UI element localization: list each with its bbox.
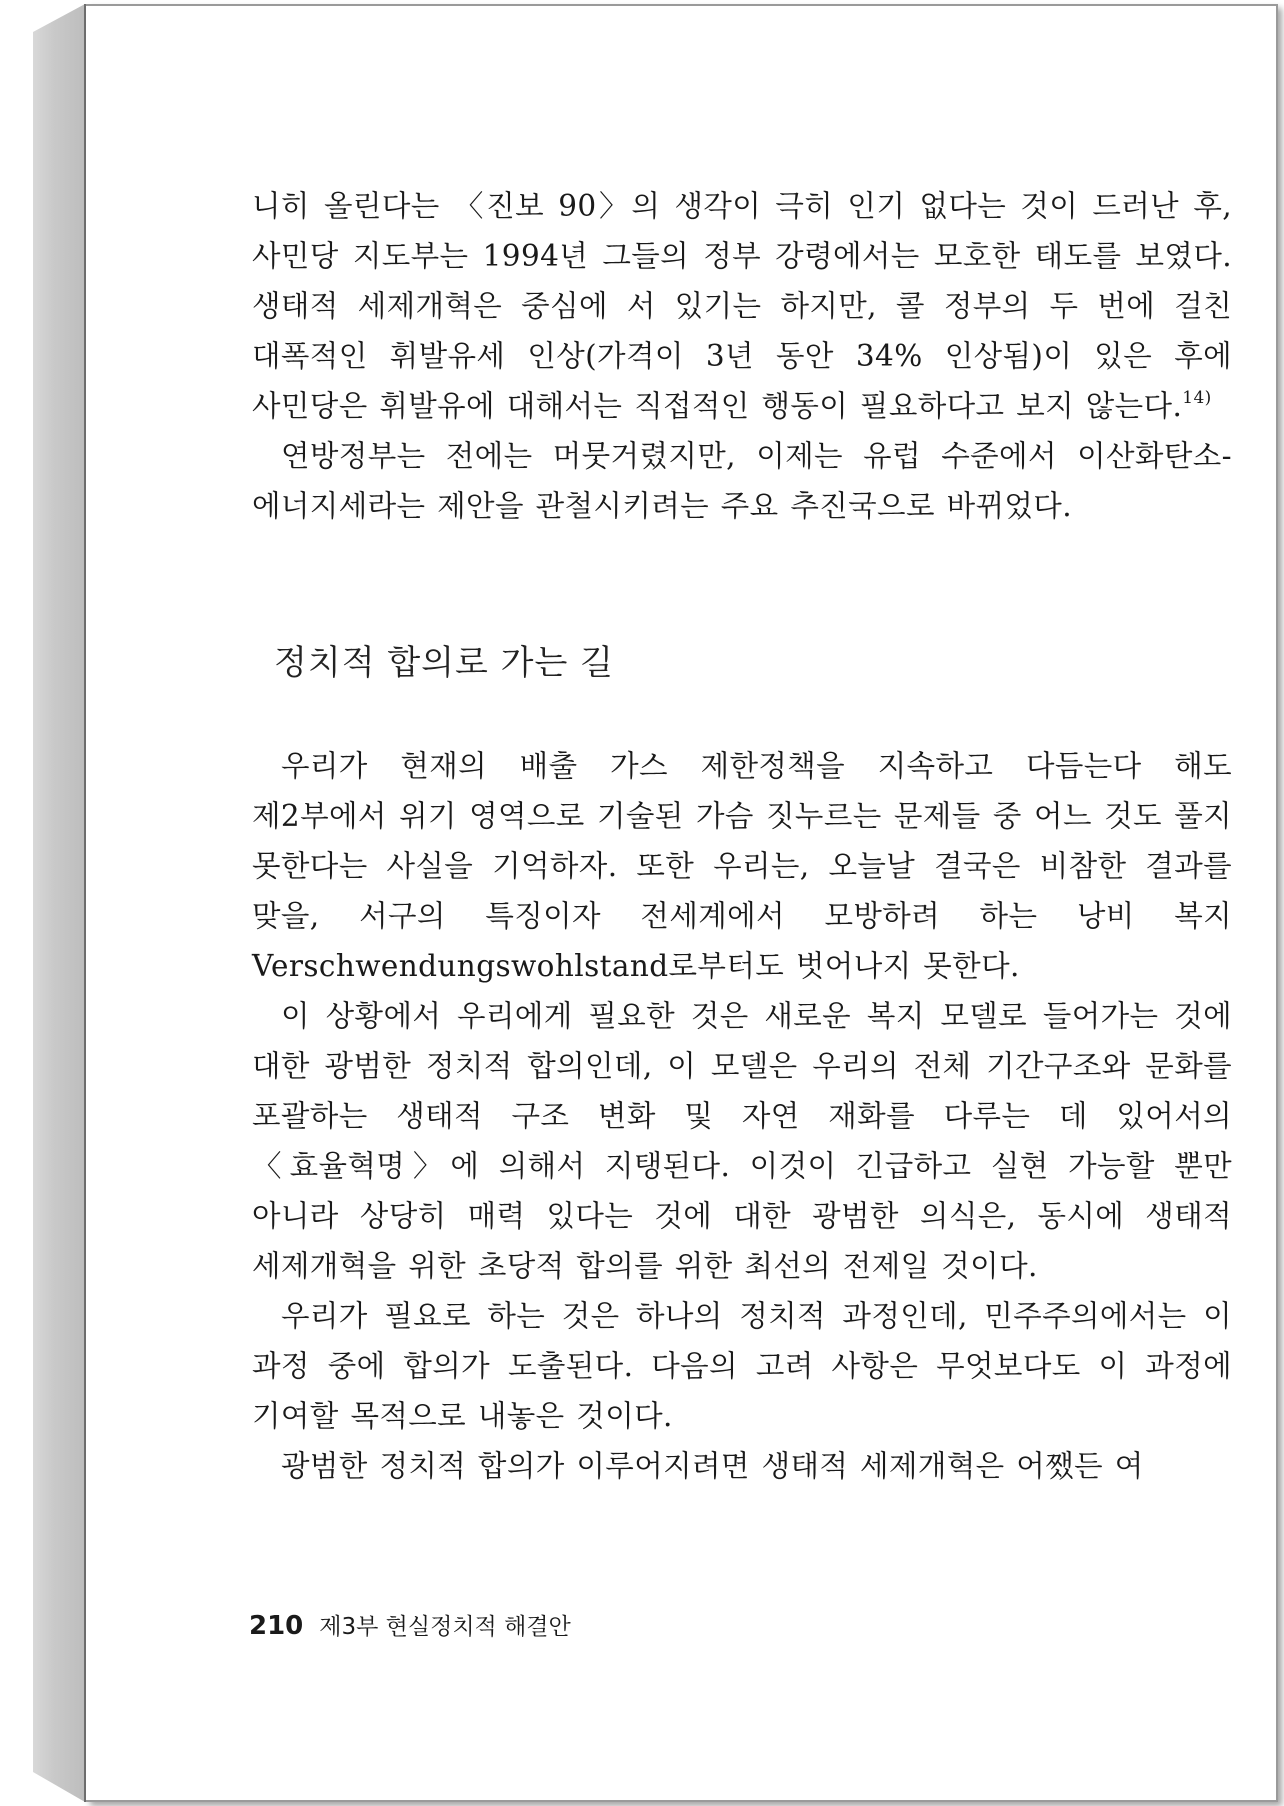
- paragraph-6: 광범한 정치적 합의가 이루어지려면 생태적 세제개혁은 어쨌든 여: [281, 1449, 1144, 1483]
- paragraph-4: 이 상황에서 우리에게 필요한 것은 새로운 복지 모델로 들어가는 것에 대한 광범한 정치적 합의인데, 이 모델은 우리의 전체 기간구조와 문화를 포괄하는 생태적 구조 변화 및 자연 재화를 다루는 데 있어서의 〈효율혁명〉에 의해서 지탱된다. 이것이 긴급하고 실현 가능할 뿐만 아니라 상당히 매력 있다는 것에 대한 광범한 의식은, 동시에 생태적 세제개혁을 위한 초당적 합의를 위한 최선의 전제일 것이다.: [252, 999, 1232, 1283]
- section-body: [252, 741, 1232, 1491]
- book-spine: [33, 4, 85, 1802]
- book-page: [86, 4, 1278, 1802]
- page-body: [252, 181, 1232, 1491]
- paragraph-3: 우리가 현재의 배출 가스 제한정책을 지속하고 다듬는다 해도 제2부에서 위기 영역으로 기술된 가슴 짓누르는 문제들 중 어느 것도 풀지 못한다는 사실을 기억하자. 또한 우리는, 오늘날 결국은 비참한 결과를 맞을, 서구의 특징이자 전세계에서 모방하려 하는 낭비 복지 Verschwendungswohlstand로부터도 벗어나지 못한다.: [252, 749, 1232, 983]
- paragraph-1: [252, 181, 1232, 431]
- running-footer-title: 제3부 현실정치적 해결안: [319, 1614, 571, 1640]
- paragraph-1-text: 니히 올린다는 〈진보 90〉의 생각이 극히 인기 없다는 것이 드러난 후, 사민당 지도부는 1994년 그들의 정부 강령에서는 모호한 태도를 보였다. 생태적 세제개혁은 중심에 서 있기는 하지만, 콜 정부의 두 번에 걸친 대폭적인 휘발유세 인상(가격이 3년 동안 34% 인상됨)이 있은 후에 사민당은 휘발유에 대해서는 직접적인 행동이 필요하다고 보지 않는다.: [252, 189, 1232, 423]
- section-heading: 정치적 합의로 가는 길: [274, 643, 615, 683]
- page-number: 210: [249, 1611, 304, 1641]
- paragraph-5: 우리가 필요로 하는 것은 하나의 정치적 과정인데, 민주주의에서는 이 과정 중에 합의가 도출된다. 다음의 고려 사항은 무엇보다도 이 과정에 기여할 목적으로 내놓은 것이다.: [252, 1299, 1232, 1433]
- page-footer: [249, 1608, 571, 1641]
- footnote-marker: 14): [1182, 388, 1212, 408]
- paragraph-2: 연방정부는 전에는 머뭇거렸지만, 이제는 유럽 수준에서 이산화탄소-에너지세라는 제안을 관철시키려는 주요 추진국으로 바뀌었다.: [252, 439, 1232, 523]
